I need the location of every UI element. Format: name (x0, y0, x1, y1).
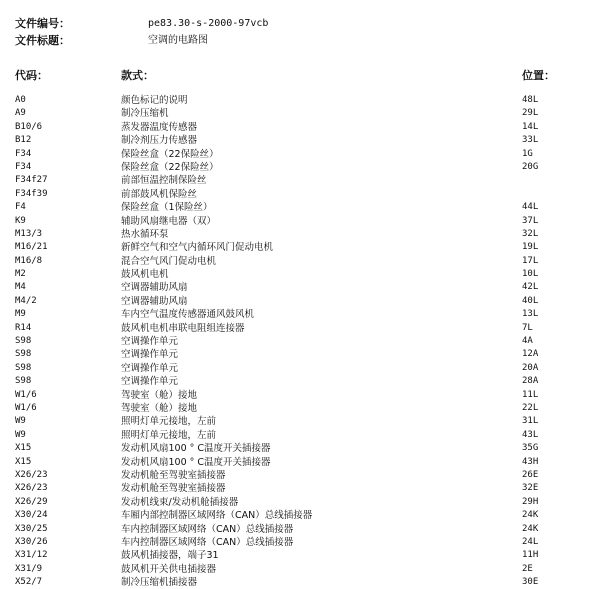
row-name: 驾驶室（舱）接地 (121, 402, 198, 414)
row-code: S98 (15, 349, 32, 360)
row-code: X31/9 (15, 563, 43, 574)
row-name: 发动机线束/发动机舱插接器 (121, 496, 239, 508)
row-code: K9 (15, 215, 26, 226)
table-row (0, 402, 607, 415)
row-name: 车内控制器区域网络（CAN）总线插接器 (121, 523, 294, 535)
table-row (0, 389, 607, 402)
row-position: 29L (522, 108, 539, 119)
row-name: 照明灯单元接地，左前 (121, 429, 217, 441)
row-code: X30/25 (15, 523, 48, 534)
table-row (0, 188, 607, 201)
row-position: 14L (522, 121, 539, 132)
row-position: 43H (522, 456, 539, 467)
row-code: A9 (15, 108, 26, 119)
row-name: 鼓风机电机 (121, 269, 169, 281)
row-name: 空调操作单元 (121, 362, 179, 374)
row-position: 32E (522, 483, 539, 494)
row-name: 颜色标记的说明 (121, 95, 188, 106)
row-name: 保险丝盒（1保险丝） (121, 202, 213, 214)
row-position: 24K (522, 523, 539, 534)
row-name: 制冷剂压力传感器 (121, 135, 198, 147)
row-name: 混合空气风门促动电机 (121, 255, 217, 267)
table-row (0, 241, 607, 254)
row-name: 车内控制器区域网络（CAN）总线插接器 (121, 536, 294, 548)
row-name: 车内空气温度传感器通风鼓风机 (121, 309, 255, 321)
row-name: 驾驶室（舱）接地 (121, 389, 198, 401)
row-code: W9 (15, 416, 26, 427)
row-position: 11L (522, 389, 539, 400)
table-row (0, 94, 607, 107)
row-position: 19L (522, 242, 539, 253)
document-title-row (15, 34, 208, 48)
row-code: M16/8 (15, 255, 43, 266)
row-name: 鼓风机插接器，端子31 (121, 550, 219, 562)
row-position: 30E (522, 577, 539, 588)
table-row (0, 456, 607, 469)
row-position: 17L (522, 255, 539, 266)
table-row (0, 268, 607, 281)
table-header (0, 68, 607, 84)
row-position: 2E (522, 563, 533, 574)
row-name: 发动机舱至驾驶室插接器 (121, 469, 226, 481)
row-position: 10L (522, 269, 539, 280)
row-code: F34 (15, 148, 32, 159)
row-code: S98 (15, 336, 32, 347)
row-position: 42L (522, 282, 539, 293)
row-position: 28A (522, 376, 539, 387)
row-position: 24L (522, 536, 539, 547)
table-row (0, 348, 607, 361)
row-name: 发动机风扇100 ° C温度开关插接器 (121, 456, 271, 468)
row-code: S98 (15, 362, 32, 373)
document-number-row (15, 17, 269, 31)
table-row (0, 107, 607, 120)
header-name: 款式： (121, 69, 154, 82)
document-title-label: 文件标题： (15, 34, 70, 47)
table-row (0, 335, 607, 348)
row-code: F34 (15, 161, 32, 172)
row-code: X15 (15, 456, 32, 467)
row-name: 空调操作单元 (121, 336, 179, 348)
row-code: X30/24 (15, 510, 48, 521)
row-name: 照明灯单元接地，左前 (121, 416, 217, 428)
row-position: 20G (522, 161, 539, 172)
row-code: B12 (15, 135, 32, 146)
row-code: A0 (15, 95, 26, 105)
row-code: X15 (15, 443, 32, 454)
row-name: 鼓风机开关供电插接器 (121, 563, 217, 575)
component-table (0, 94, 607, 589)
row-position: 26E (522, 469, 539, 480)
table-row (0, 308, 607, 321)
row-name: 辅助风扇继电器（双） (121, 215, 217, 227)
table-row (0, 509, 607, 522)
table-row (0, 563, 607, 576)
row-name: 前部鼓风机保险丝 (121, 188, 198, 200)
row-name: 制冷压缩机 (121, 108, 169, 120)
table-row (0, 523, 607, 536)
table-row (0, 228, 607, 241)
row-code: R14 (15, 322, 32, 333)
table-row (0, 322, 607, 335)
table-row (0, 549, 607, 562)
row-name: 热水循环泵 (121, 228, 169, 240)
row-name: 发动机舱至驾驶室插接器 (121, 483, 226, 495)
row-position: 31L (522, 416, 539, 427)
table-row (0, 174, 607, 187)
table-row (0, 536, 607, 549)
row-code: B10/6 (15, 121, 43, 132)
row-code: X26/23 (15, 469, 48, 480)
table-row (0, 121, 607, 134)
row-code: X26/29 (15, 496, 48, 507)
document-title-value: 空调的电路图 (148, 35, 208, 46)
table-row (0, 134, 607, 147)
row-name: 车厢内部控制器区域网络（CAN）总线插接器 (121, 510, 313, 522)
table-row (0, 415, 607, 428)
table-row (0, 215, 607, 228)
row-position: 20A (522, 362, 539, 373)
row-position: 44L (522, 202, 539, 213)
row-name: 鼓风机电机串联电阻组连接器 (121, 322, 245, 334)
row-position: 48L (522, 95, 539, 105)
row-code: W1/6 (15, 402, 37, 413)
row-position: 7L (522, 322, 533, 333)
row-code: M9 (15, 309, 26, 320)
document-number-label: 文件编号： (15, 17, 70, 30)
table-row (0, 295, 607, 308)
row-position: 13L (522, 309, 539, 320)
row-code: X52/7 (15, 577, 43, 588)
row-position: 43L (522, 429, 539, 440)
row-code: X26/23 (15, 483, 48, 494)
row-code: M16/21 (15, 242, 48, 253)
table-row (0, 442, 607, 455)
table-row (0, 201, 607, 214)
document-number-value: pe83.30-s-2000-97vcb (148, 18, 269, 29)
row-code: M4/2 (15, 295, 37, 306)
row-code: M4 (15, 282, 26, 293)
header-code: 代码： (15, 69, 48, 82)
row-name: 空调器辅助风扇 (121, 295, 188, 307)
row-position: 4A (522, 336, 533, 347)
table-row (0, 148, 607, 161)
table-row (0, 281, 607, 294)
row-position: 32L (522, 228, 539, 239)
row-name: 制冷压缩机插接器 (121, 577, 198, 589)
row-position: 1G (522, 148, 533, 159)
row-position: 22L (522, 402, 539, 413)
row-position: 11H (522, 550, 539, 561)
row-code: S98 (15, 376, 32, 387)
row-code: F34f39 (15, 188, 48, 199)
row-position: 37L (522, 215, 539, 226)
row-code: X30/26 (15, 536, 48, 547)
row-code: X31/12 (15, 550, 48, 561)
row-name: 保险丝盒（22保险丝） (121, 161, 219, 173)
table-row (0, 429, 607, 442)
row-name: 新鲜空气和空气内循环风门促动电机 (121, 242, 274, 254)
row-name: 空调操作单元 (121, 349, 179, 361)
row-position: 24K (522, 510, 539, 521)
table-row (0, 482, 607, 495)
row-name: 保险丝盒（22保险丝） (121, 148, 219, 160)
row-code: F34f27 (15, 175, 48, 186)
table-row (0, 362, 607, 375)
row-code: M2 (15, 269, 26, 280)
row-position: 35G (522, 443, 539, 454)
row-position: 29H (522, 496, 539, 507)
table-row (0, 496, 607, 509)
row-name: 蒸发器温度传感器 (121, 121, 198, 133)
table-row (0, 161, 607, 174)
row-position: 40L (522, 295, 539, 306)
table-row (0, 375, 607, 388)
header-position: 位置： (522, 69, 555, 82)
row-name: 前部恒温控制保险丝 (121, 175, 207, 187)
table-row (0, 255, 607, 268)
table-row (0, 576, 607, 589)
row-position: 33L (522, 135, 539, 146)
row-code: W9 (15, 429, 26, 440)
row-code: W1/6 (15, 389, 37, 400)
table-row (0, 469, 607, 482)
row-name: 空调器辅助风扇 (121, 282, 188, 294)
row-position: 12A (522, 349, 539, 360)
row-name: 发动机风扇100 ° C温度开关插接器 (121, 443, 271, 455)
row-code: M13/3 (15, 228, 43, 239)
row-code: F4 (15, 202, 26, 213)
row-name: 空调操作单元 (121, 376, 179, 388)
